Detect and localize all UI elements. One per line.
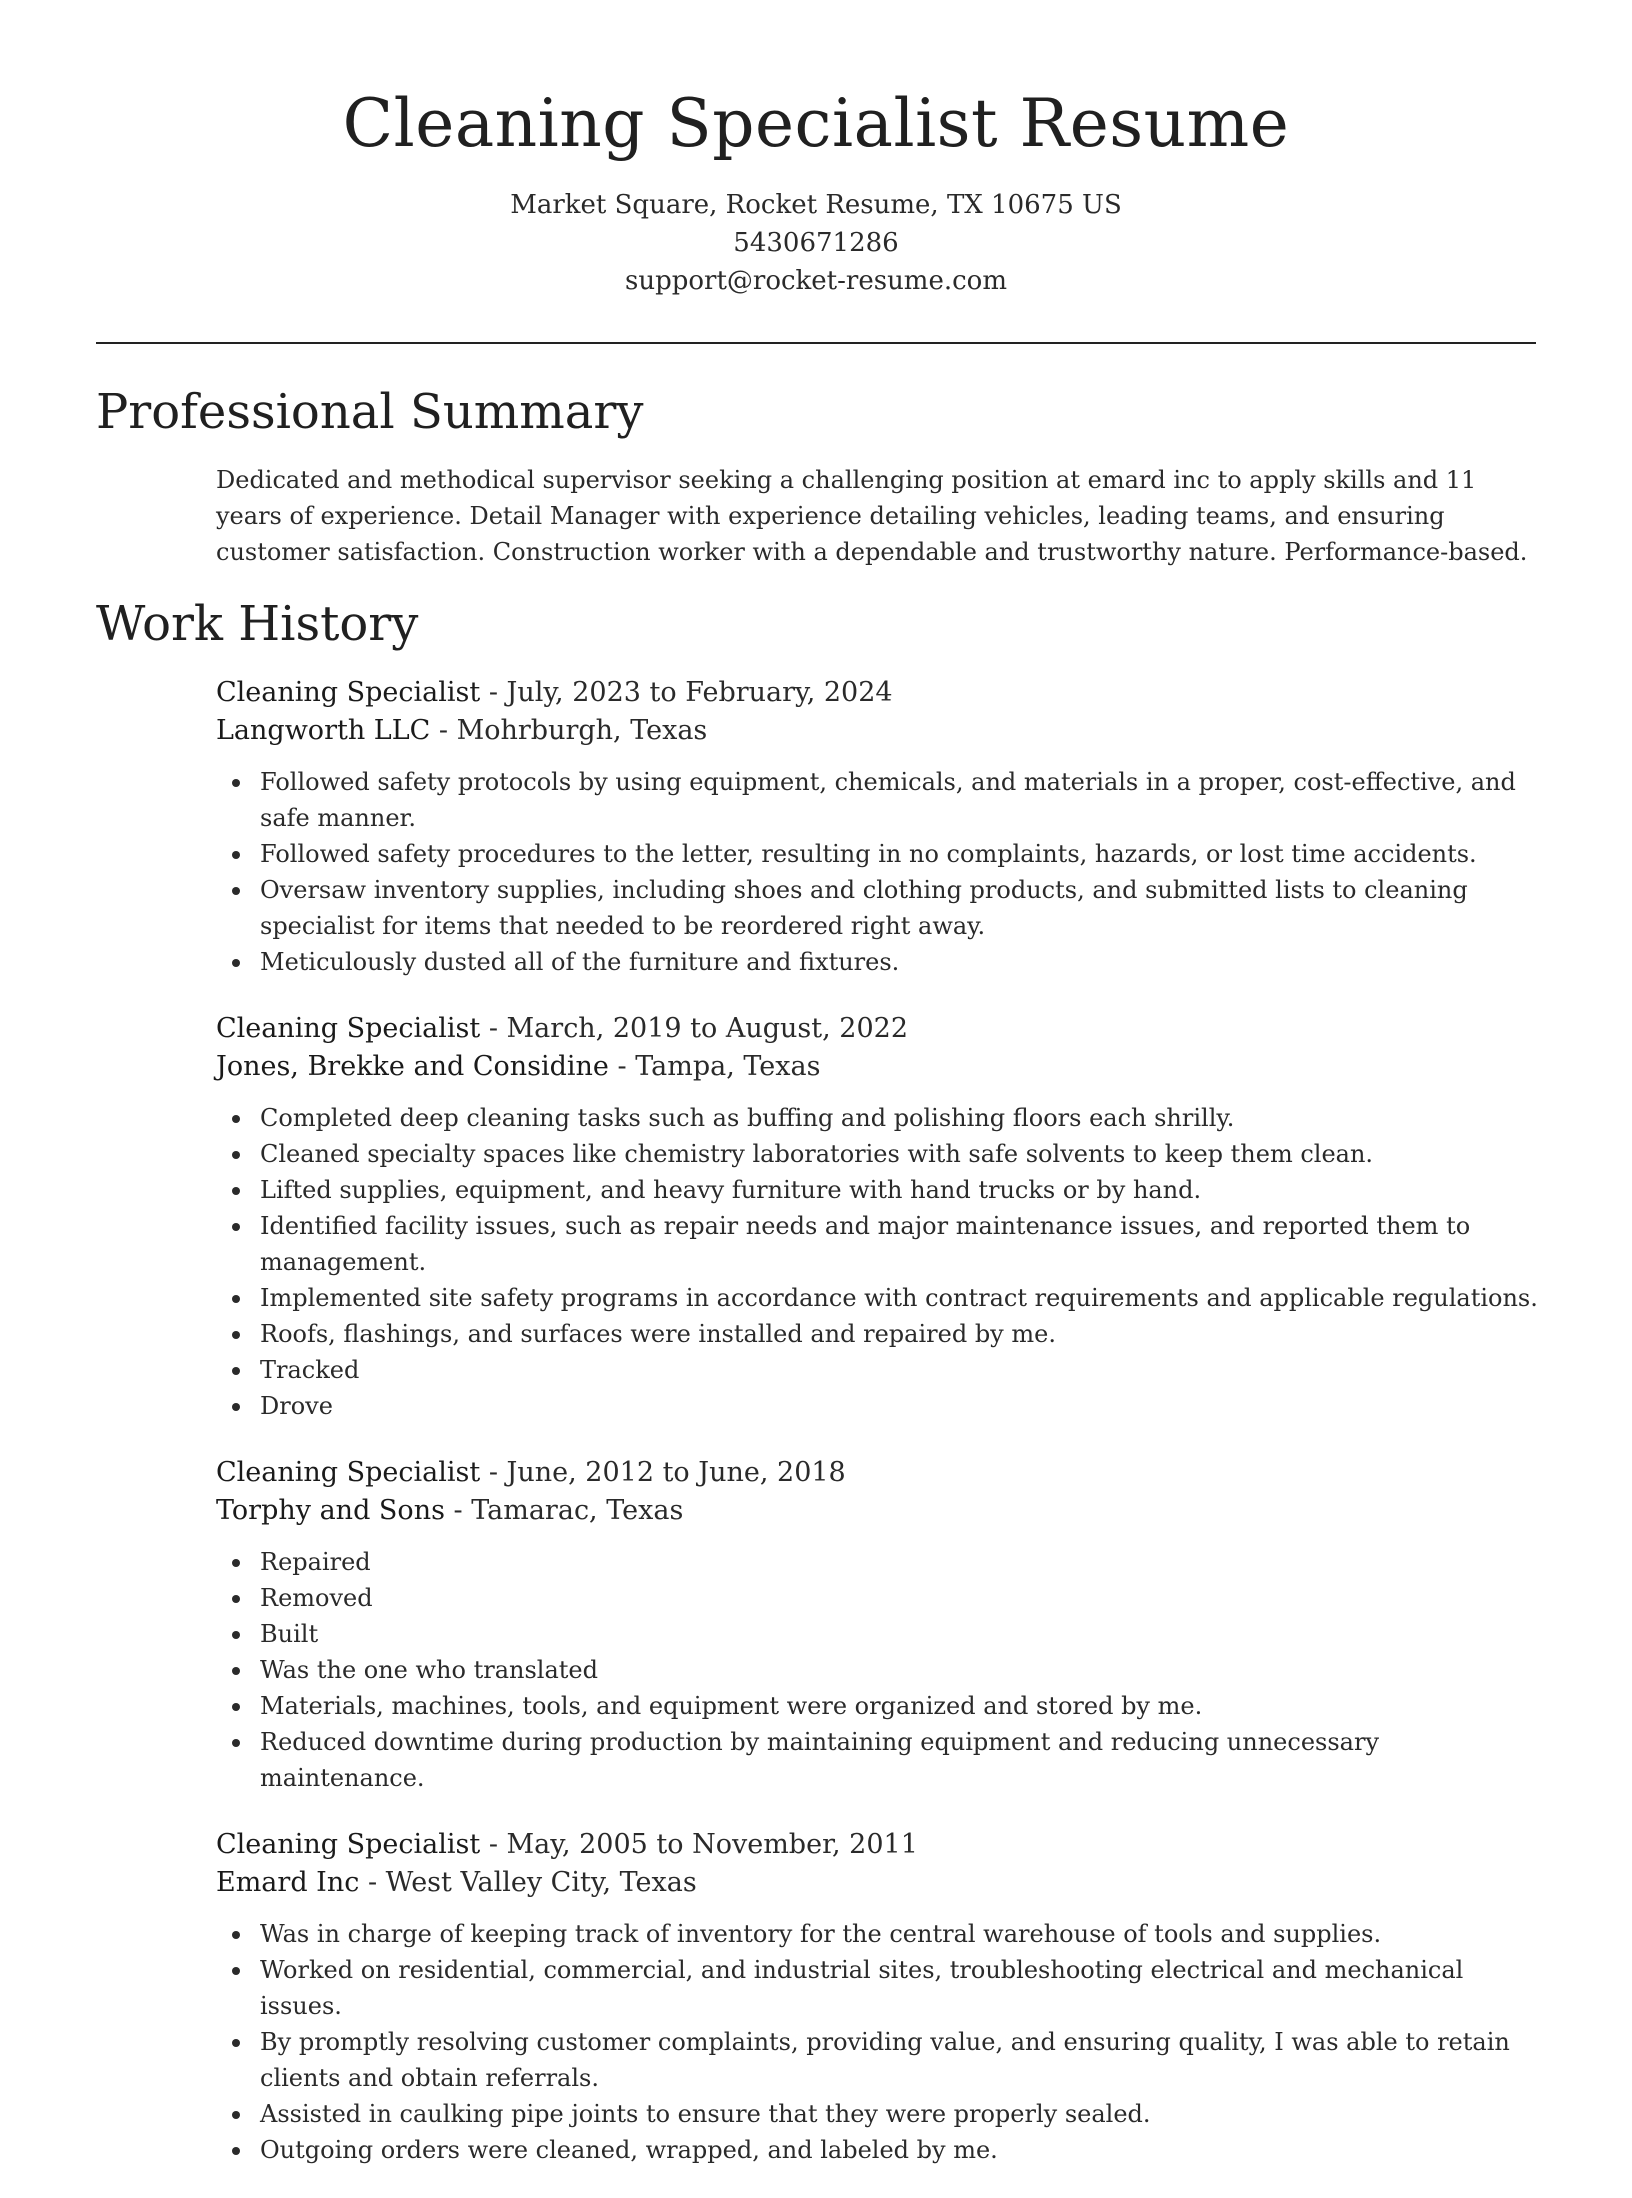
job-bullet: Identified facility issues, such as repair needs and major maintenance issues, and reported them to management. — [260, 1208, 1546, 1280]
job-bullet: Assisted in caulking pipe joints to ensure that they were properly sealed. — [260, 2096, 1546, 2132]
job-bullet: Implemented site safety programs in accordance with contract requirements and applicable regulations. — [260, 1280, 1546, 1316]
job-bullet: Repaired — [260, 1544, 1546, 1580]
job-dates: - May, 2005 to November, 2011 — [480, 1829, 918, 1860]
job-bullet: Was the one who translated — [260, 1652, 1546, 1688]
job-bullet: Drove — [260, 1388, 1546, 1424]
job-bullets — [216, 1544, 1546, 1796]
job-title: Cleaning Specialist — [216, 1013, 481, 1044]
job-title: Cleaning Specialist — [216, 1829, 481, 1860]
resume-title: Cleaning Specialist Resume — [342, 85, 1290, 162]
job-bullet: Completed deep cleaning tasks such as buffing and polishing floors each shrilly. — [260, 1100, 1546, 1136]
job-bullet: Lifted supplies, equipment, and heavy furniture with hand trucks or by hand. — [260, 1172, 1546, 1208]
resume-header — [0, 82, 1632, 300]
summary-text: Dedicated and methodical supervisor seeking a challenging position at emard inc to apply skills and 11 years of experience. Detail Manager with experience detailing vehicles, leading teams, and ensuring customer satisfaction. Construction worker with a dependable and trustworthy nature. Performance-based. — [216, 466, 1528, 566]
job-bullet: Removed — [260, 1580, 1546, 1616]
job-entry — [216, 1454, 1546, 1796]
job-title: Cleaning Specialist — [216, 677, 481, 708]
job-bullet: Cleaned specialty spaces like chemistry laboratories with safe solvents to keep them clean. — [260, 1136, 1546, 1172]
job-company: Langworth LLC — [216, 715, 431, 746]
job-entry — [216, 1826, 1546, 2168]
job-bullet: Was in charge of keeping track of inventory for the central warehouse of tools and supplies. — [260, 1916, 1546, 1952]
job-entry — [216, 674, 1546, 980]
job-bullet: Roofs, flashings, and surfaces were installed and repaired by me. — [260, 1316, 1546, 1352]
job-dates: - July, 2023 to February, 2024 — [480, 677, 893, 708]
job-company-line — [216, 712, 1546, 750]
job-company: Jones, Brekke and Considine — [216, 1051, 609, 1082]
job-dates: - March, 2019 to August, 2022 — [480, 1013, 908, 1044]
job-title-line — [216, 1454, 1546, 1492]
header-divider — [96, 342, 1536, 344]
job-location: - West Valley City, Texas — [359, 1867, 697, 1898]
job-title-line — [216, 1010, 1546, 1048]
job-company: Emard Inc — [216, 1867, 360, 1898]
job-title: Cleaning Specialist — [216, 1457, 481, 1488]
job-entry — [216, 1010, 1546, 1424]
job-bullet: Meticulously dusted all of the furniture and fixtures. — [260, 944, 1546, 980]
job-bullet: Materials, machines, tools, and equipment were organized and stored by me. — [260, 1688, 1546, 1724]
summary-heading: Professional Summary — [96, 384, 644, 440]
job-bullets — [216, 1916, 1546, 2168]
job-company-line — [216, 1048, 1546, 1086]
job-dates: - June, 2012 to June, 2018 — [480, 1457, 846, 1488]
job-bullet: Reduced downtime during production by maintaining equipment and reducing unnecessary maintenance. — [260, 1724, 1546, 1796]
job-title-line — [216, 1826, 1546, 1864]
job-location: - Tamarac, Texas — [444, 1495, 684, 1526]
job-bullet: Followed safety procedures to the letter, resulting in no complaints, hazards, or lost time accidents. — [260, 836, 1546, 872]
job-location: - Tampa, Texas — [608, 1051, 821, 1082]
job-bullet: Followed safety protocols by using equipment, chemicals, and materials in a proper, cost-effective, and safe manner. — [260, 764, 1546, 836]
contact-phone: 5430671286 — [733, 228, 899, 258]
contact-address: Market Square, Rocket Resume, TX 10675 US — [510, 190, 1122, 220]
job-bullets — [216, 764, 1546, 980]
job-bullet: Oversaw inventory supplies, including shoes and clothing products, and submitted lists to cleaning specialist for items that needed to be reordered right away. — [260, 872, 1546, 944]
job-bullet: Built — [260, 1616, 1546, 1652]
job-bullet: Outgoing orders were cleaned, wrapped, and labeled by me. — [260, 2132, 1546, 2168]
job-bullet: Tracked — [260, 1352, 1546, 1388]
job-location: - Mohrburgh, Texas — [430, 715, 708, 746]
work-history-heading: Work History — [96, 596, 419, 652]
job-bullet: Worked on residential, commercial, and industrial sites, troubleshooting electrical and mechanical issues. — [260, 1952, 1546, 2024]
job-title-line — [216, 674, 1546, 712]
job-company-line — [216, 1492, 1546, 1530]
job-bullet: By promptly resolving customer complaints, providing value, and ensuring quality, I was able to retain clients and obtain referrals. — [260, 2024, 1546, 2096]
job-company: Torphy and Sons — [216, 1495, 445, 1526]
job-bullets — [216, 1100, 1546, 1424]
job-company-line — [216, 1864, 1546, 1902]
contact-email: support@rocket-resume.com — [624, 266, 1007, 296]
work-history-list — [216, 674, 1546, 2198]
